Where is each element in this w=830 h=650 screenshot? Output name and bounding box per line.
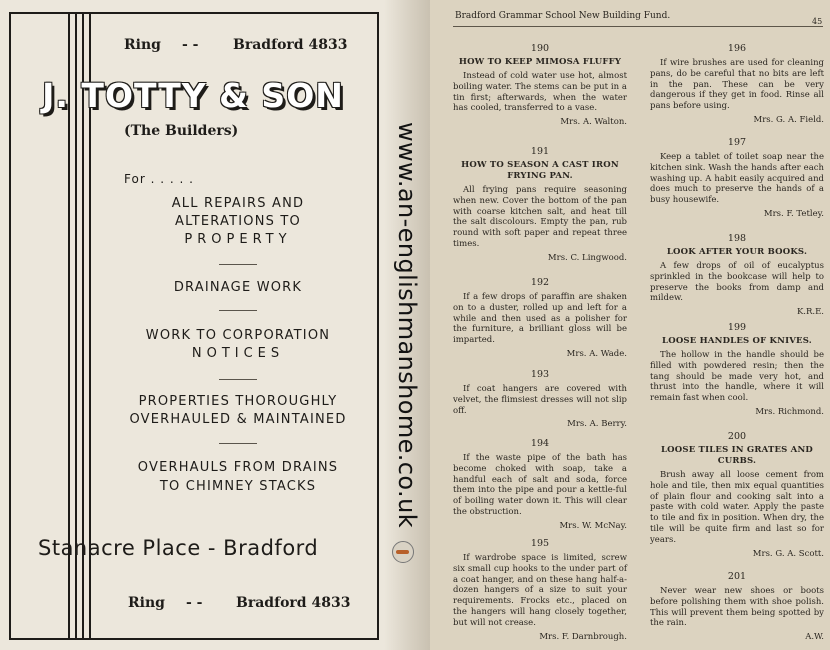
recipe-number: 194 <box>530 438 550 449</box>
recipe-title: HOW TO SEASON A CAST IRON FRYING PAN. <box>461 160 619 181</box>
service-line: NOTICES <box>191 346 285 361</box>
recipe-text: If coat hangers are covered with velvet, the flimsiest dresses will not slip off. <box>453 384 627 416</box>
recipe-title: LOOSE TILES IN GRATES AND CURBS. <box>660 445 813 466</box>
service-line: OVERHAULED & MAINTAINED <box>129 412 347 427</box>
recipe-number: 195 <box>530 538 550 549</box>
service-line: WORK TO CORPORATION <box>145 328 331 343</box>
company-subtitle: (The Builders) <box>124 123 239 139</box>
recipe-number: 196 <box>727 43 747 54</box>
recipe-author: K.R.E. <box>796 307 824 318</box>
recipe-text: The hollow in the handle should be filled with powdered resin; then the tang should be made very hot, and thrust into the handle, where it will remain fast when cool. <box>650 350 824 404</box>
ring-dashes-top: - - <box>182 37 199 53</box>
recipe-number: 199 <box>727 322 747 333</box>
divider <box>219 264 257 265</box>
recipe-title: LOOSE HANDLES OF KNIVES. <box>662 336 812 346</box>
recipe-entry-200 <box>650 431 824 560</box>
ring-label-top: Ring <box>124 37 161 53</box>
recipe-entry-198 <box>650 233 824 318</box>
for-label: For . . . . . <box>124 172 194 186</box>
divider <box>219 443 257 444</box>
recipe-entry-194 <box>453 438 627 532</box>
recipe-number: 193 <box>530 369 550 380</box>
recipe-number: 200 <box>727 431 747 442</box>
recipe-author: A.W. <box>805 632 824 643</box>
recipe-text: Brush away all loose cement from hole and tile, then mix equal quantities of plain flour and cooking salt into a paste with cold water. Apply the paste to tile and fix in position. When dry, the tile will be quite firm and last so for years. <box>650 470 824 545</box>
recipe-entry-192 <box>453 277 627 360</box>
recipe-text: If wardrobe space is limited, screw six small cup hooks to the under part of a coat hanger, and on these hang half-a-dozen hangers of a size to suit your requirements. Frocks etc., placed on the hangers will hang closely together, but will not crease. <box>453 553 627 628</box>
recipe-author: Mrs. F. Darnbrough. <box>539 631 627 642</box>
service-line: ALL REPAIRS AND <box>171 196 305 211</box>
header-rule <box>453 26 823 27</box>
ring-label-bottom: Ring <box>128 595 165 611</box>
running-head: Bradford Grammar School New Building Fund. <box>455 11 671 21</box>
recipe-text: A few drops of oil of eucalyptus sprinkled in the bookcase will help to preserve the books from damp and mildew. <box>650 261 824 304</box>
recipe-entry-201 <box>650 571 824 643</box>
recipe-entry-193 <box>453 369 627 430</box>
recipe-author: Mrs. A. Wade. <box>566 348 627 359</box>
service-line: ALTERATIONS TO <box>175 214 301 229</box>
recipe-text: If wire brushes are used for cleaning pans, do be careful that no bits are left in the pan. These can be very dangerous if they get in food. Rinse all pans before using. <box>650 58 824 112</box>
recipe-number: 201 <box>727 571 747 582</box>
recipe-text: All frying pans require seasoning when new. Cover the bottom of the pan with coarse kitchen salt, and heat till the salt discolours. Empty the pan, rub round with soft paper and repeat three times. <box>453 185 627 249</box>
recipe-author: Mrs. G. A. Scott. <box>752 548 824 559</box>
divider <box>219 310 257 311</box>
company-name: J. TOTTY & SON <box>42 76 344 115</box>
recipe-author: Mrs. F. Tetley. <box>763 208 824 219</box>
recipe-entry-190 <box>453 43 627 128</box>
service-line: DRAINAGE WORK <box>173 280 303 295</box>
recipe-number: 192 <box>530 277 550 288</box>
recipe-number: 198 <box>727 233 747 244</box>
recipe-entry-195 <box>453 538 627 643</box>
recipe-entry-199 <box>650 322 824 418</box>
recipe-number: 191 <box>530 146 550 157</box>
recipe-title: HOW TO KEEP MIMOSA FLUFFY <box>458 57 622 67</box>
watermark-logo-icon <box>392 541 414 563</box>
recipe-number: 197 <box>727 137 747 148</box>
recipe-author: Mrs. A. Berry. <box>567 419 627 430</box>
recipe-text: Never wear new shoes or boots before polishing them with shoe polish. This will prevent them being spotted by the rain. <box>650 586 824 629</box>
service-line: TO CHIMNEY STACKS <box>159 479 317 494</box>
recipe-author: Mrs. A. Walton. <box>560 117 627 128</box>
service-line: PROPERTIES THOROUGHLY <box>138 394 338 409</box>
recipe-author: Mrs. W. McNay. <box>559 520 627 531</box>
company-address: Stanacre Place - Bradford <box>38 536 319 560</box>
recipe-text: If a few drops of paraffin are shaken on to a duster, rolled up and left for a while and then used as a polisher for the furniture, a brilliant gloss will be imparted. <box>453 292 627 346</box>
recipe-author: Mrs. G. A. Field. <box>753 114 824 125</box>
page-number: 45 <box>812 17 823 26</box>
service-line: PROPERTY <box>184 232 292 247</box>
ring-number-bottom: Bradford 4833 <box>236 595 351 611</box>
recipe-entry-197 <box>650 137 824 220</box>
recipe-text: Instead of cold water use hot, almost boiling water. The stems can be put in a tin first; afterwards, when the water has cooled, transferred to a vase. <box>453 71 627 114</box>
watermark-url: www.an-englishmanshome.co.uk <box>393 121 421 529</box>
recipe-entry-191 <box>453 146 627 264</box>
recipe-title: LOOK AFTER YOUR BOOKS. <box>666 247 808 257</box>
recipe-author: Mrs. Richmond. <box>755 406 824 417</box>
divider <box>219 379 257 380</box>
ring-dashes-bottom: - - <box>186 595 203 611</box>
recipe-entry-196 <box>650 43 824 126</box>
ring-number-top: Bradford 4833 <box>233 37 348 53</box>
recipe-author: Mrs. C. Lingwood. <box>547 252 627 263</box>
recipe-number: 190 <box>530 43 550 54</box>
service-line: OVERHAULS FROM DRAINS <box>137 460 339 475</box>
recipe-text: If the waste pipe of the bath has become choked with soap, take a handful each of salt and soda, force them into the pipe and pour a kettle-ful of boiling water down it. This will clear the obstruction. <box>453 453 627 517</box>
recipe-text: Keep a tablet of toilet soap near the kitchen sink. Wash the hands after each washing up. A habit easily acquired and does much to preserve the hands of a busy housewife. <box>650 152 824 206</box>
